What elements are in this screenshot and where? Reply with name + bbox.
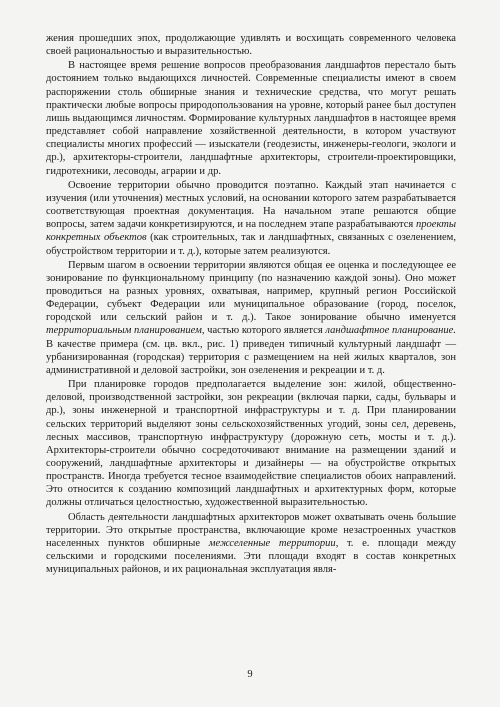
page-number: 9 [247,669,253,680]
paragraph-city-planning: При планировке городов предполагается выделение зон: жилой, общественно-деловой, производственной застройки, зон рекреации (включая парки, сады, бульвары и др.), зоны инженерной и транспортной инфраструктуры и т. д. При планировании сельских территорий выделяют зоны сельскохозяйственных угодий, зоны сел, деревень, лесных массивов, транспортную инфраструктуру (дорожную сеть, мосты и т. д.). Архитекторы-строители обычно сосредоточивают внимание на размещении зданий и сооружений, ландшафтные архитекторы и дизайнеры — на обустройстве открытых пространств. Иногда требуется тесное взаимодействие специалистов обоих направлений. Это относится к созданию композиций ландшафтных и архитектурных форм, которые должны отличаться целостностью, художественной выразительностью. [46,379,456,509]
paragraph-zoning: Первым шагом в освоении территории являются общая ее оценка и последующее ее зонирование по функциональному принципу (по назначению каждой зоны). Оно может проводиться на разных уровнях, охватывая, например, крупный регион Российской Федерации, субъект Федерации или муниципальное образование (город, поселок, городской или сельский район и т. д.). Такое зонирование обычно именуется территориальным планированием, частью которого является ландшафтное планирование. В качестве примера (см. цв. вкл., рис. 1) приведен типичный культурный ландшафт — урбанизированная (городская) территория с размещением на ней жилых кварталов, зон административной и деловой застройки, зон озеленения и рекреации и т. д. [46,259,456,376]
body-text [46,32,456,576]
italic-term: межселенные территории [208,537,336,549]
paragraph-territory-stages: Освоение территории обычно проводится поэтапно. Каждый этап начинается с изучения (или уточнения) местных условий, на основании которого затем разрабатывается соответствующая проектная документация. На начальном этапе решаются общие вопросы, затем задачи конкретизируются, и на последнем этапе разрабатываются проекты конкретных объектов (как строительных, так и ландшафтных, связанных с озеленением, обустройством территории и т. д.), которые затем реализуются. [46,179,456,257]
italic-term: проекты конкретных объектов [46,219,456,244]
paragraph-modern-specialists: В настоящее время решение вопросов преобразования ландшафтов перестало быть достоянием только выдающихся личностей. Современные специалисты имеют в своем распоряжении столь обширные знания и технические средства, что могут решать практически любые вопросы природопользования на уровне, который ранее был доступен лишь выдающимся личностям. Формирование культурных ландшафтов в настоящее время представляет собой направление хозяйственной деятельности, в котором участвуют специалисты многих профессий — изыскатели (геодезисты, инженеры-геологи, экологи и др.), архитекторы-строители, ландшафтные архитекторы, строители-проектировщики, гидротехники, лесоводы, аграрии и др. [46,60,456,177]
paragraph-continuation: жения прошедших эпох, продолжающие удивлять и восхищать современного человека своей рациональностью и выразительностью. [46,33,456,58]
italic-term: ландшафтное планирование. [325,325,456,337]
italic-term: территориальным планированием [46,325,202,337]
paragraph-landscape-architects: Область деятельности ландшафтных архитекторов может охватывать очень большие территории. Это открытые пространства, включающие кроме незастроенных участков населенных пунктов обширные межселенные территории, т. е. площади между сельскими и городскими поселениями. Эти площади входят в состав конкретных муниципальных районов, и их рациональная эксплуатация явля- [46,511,456,576]
